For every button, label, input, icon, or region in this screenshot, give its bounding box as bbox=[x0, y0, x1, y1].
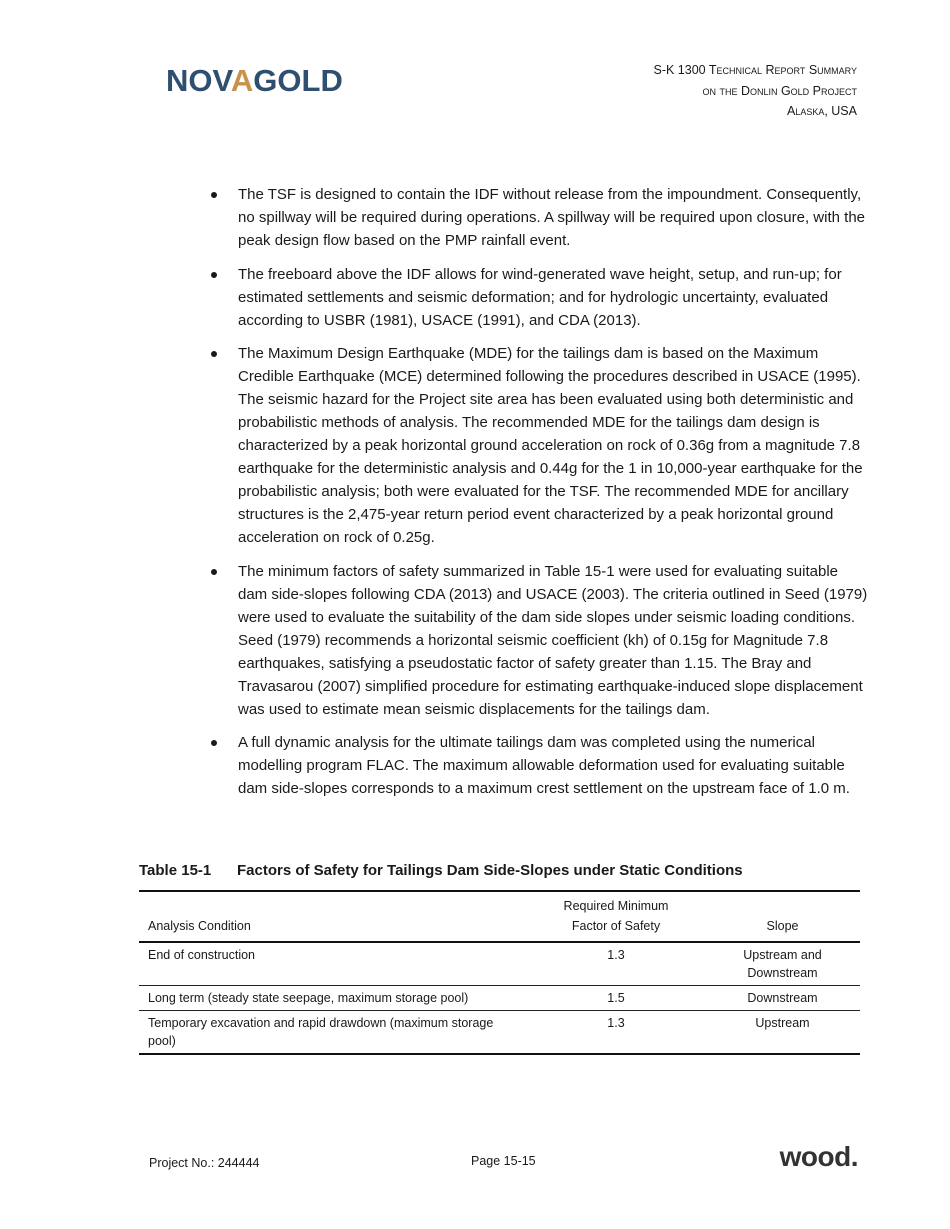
bullet-icon bbox=[211, 351, 217, 357]
bullet-icon bbox=[211, 192, 217, 198]
report-header bbox=[654, 60, 858, 122]
list-item: The freeboard above the IDF allows for wind-generated wave height, setup, and run-up; for estimated settlements and seismic deformation; and for hydrologic uncertainty, evaluated according to USBR (1981), USACE (1991), and CDA (2013). bbox=[208, 263, 868, 332]
header-analysis-condition: Analysis Condition bbox=[148, 919, 251, 933]
novagold-logo: NOVAGOLD bbox=[166, 63, 343, 98]
table-row: Long term (steady state seepage, maximum storage pool) 1.5 Downstream bbox=[139, 986, 860, 1011]
table-caption bbox=[139, 862, 743, 879]
list-item: The Maximum Design Earthquake (MDE) for the tailings dam is based on the Maximum Credible Earthquake (MCE) determined following the procedures described in USACE (1995). The seismic hazard for the Project site area has been evaluated using both deterministic and probabilistic methods of analysis. The recommended MDE for the tailings dam design is characterized by a peak horizontal ground acceleration on rock of 0.36g from a magnitude 7.8 earthquake for the deterministic analysis and 0.44g for the 1 in 10,000-year earthquake for the probabilistic analysis; both were evaluated for the TSF. The recommended MDE for ancillary structures is the 2,475-year return period event characterized by a peak horizontal ground acceleration on rock of 0.25g. bbox=[208, 342, 868, 549]
table-title: Factors of Safety for Tailings Dam Side-Slopes under Static Conditions bbox=[237, 862, 743, 879]
list-item: A full dynamic analysis for the ultimate tailings dam was completed using the numerical modelling program FLAC. The maximum allowable deformation used for evaluating suitable dam side-slopes corresponds to a maximum crest settlement on the upstream face of 1.0 m. bbox=[208, 731, 868, 800]
table-header-row bbox=[139, 891, 860, 942]
list-item: The minimum factors of safety summarized in Table 15-1 were used for evaluating suitable dam side-slopes following CDA (2013) and USACE (2003). The criteria outlined in Seed (1979) were used to evaluate the suitability of the dam side slopes under seismic loading conditions. Seed (1979) recommends a horizontal seismic coefficient (kh) of 0.15g for Magnitude 7.8 earthquakes, satisfying a pseudostatic factor of safety greater than 1.15. The Bray and Travasarou (2007) simplified procedure for estimating earthquake-induced slope displacement was used to estimate mean seismic displacements for the tailings dam. bbox=[208, 560, 868, 721]
wood-logo: wood. bbox=[779, 1141, 858, 1172]
list-item: The TSF is designed to contain the IDF without release from the impoundment. Consequently, no spillway will be required during operations. A spillway will be required upon closure, with the peak design flow based on the PMP rainfall event. bbox=[208, 183, 868, 252]
page-number: Page 15-15 bbox=[471, 1154, 536, 1168]
header-factor-of-safety: Required Minimum Factor of Safety bbox=[563, 899, 669, 933]
report-title-line3: Alaska, USA bbox=[786, 104, 857, 118]
report-title-line1: S-K 1300 Technical Report Summary bbox=[653, 63, 857, 77]
report-title-line2: on the Donlin Gold Project bbox=[702, 83, 857, 98]
project-number: Project No.: 244444 bbox=[149, 1156, 260, 1170]
bullet-icon bbox=[211, 569, 217, 575]
table-number: Table 15-1 bbox=[139, 862, 212, 879]
bullet-icon bbox=[211, 272, 217, 278]
table-row: Temporary excavation and rapid drawdown (maximum storage pool) 1.3 Upstream bbox=[139, 1011, 860, 1055]
bullet-list bbox=[208, 183, 868, 811]
table-row: End of construction 1.3 Upstream and Downstream bbox=[139, 942, 860, 986]
factors-of-safety-table bbox=[139, 890, 860, 1055]
bullet-icon bbox=[211, 740, 217, 746]
header-slope: Slope bbox=[766, 919, 799, 933]
